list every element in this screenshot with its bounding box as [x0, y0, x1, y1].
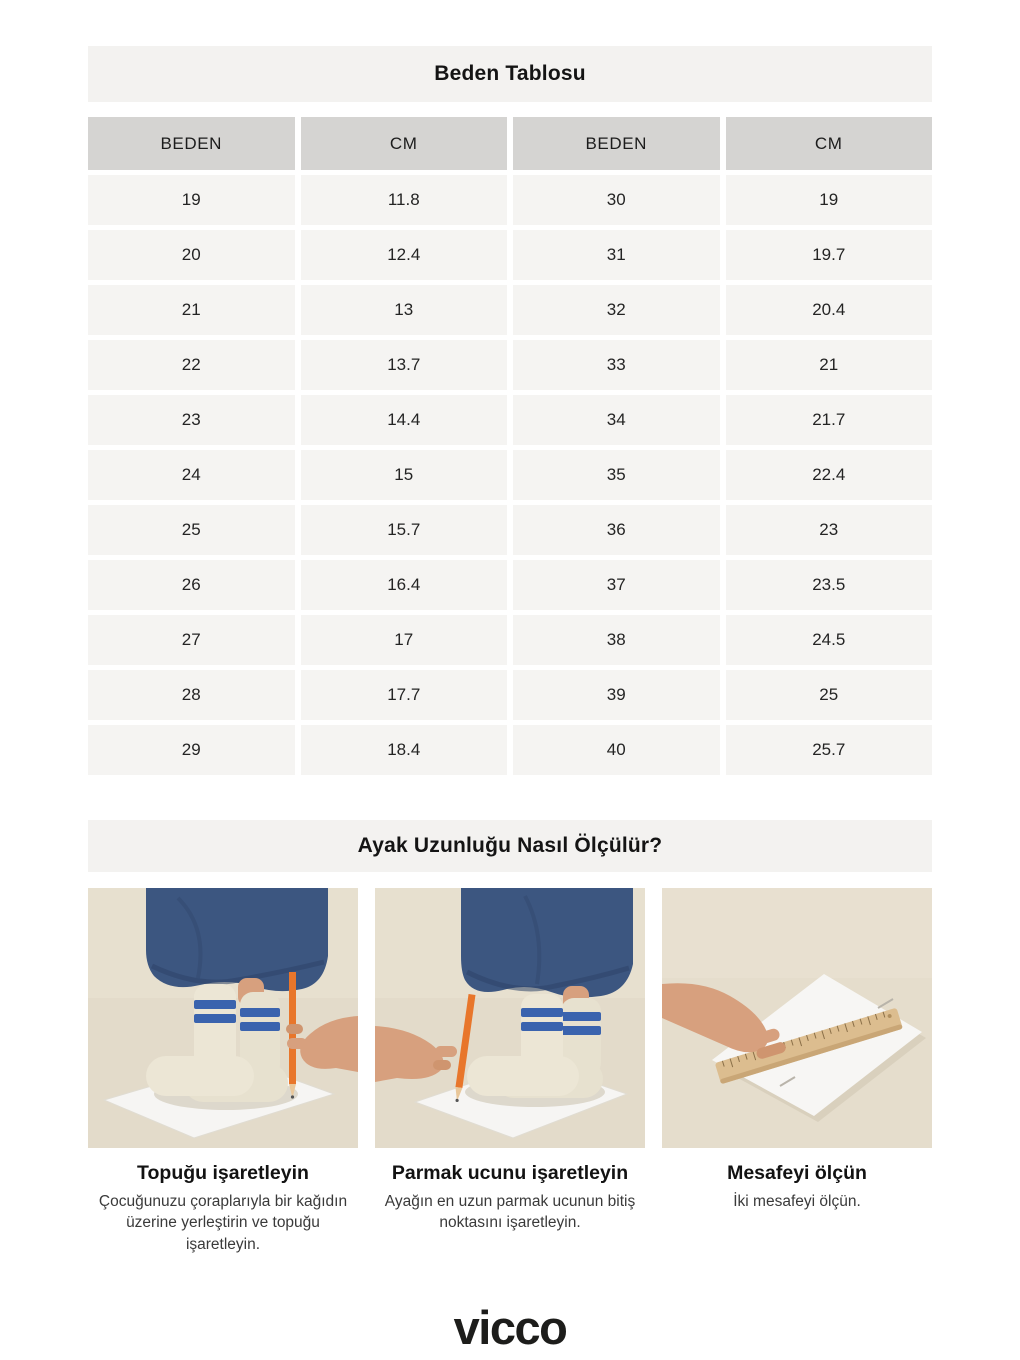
size-table-title-bar	[88, 46, 932, 102]
size-table-title: Beden Tablosu	[434, 62, 586, 85]
size-cell-r0-c0: 19	[88, 175, 295, 225]
size-cell-r7-c3: 23.5	[726, 560, 933, 610]
size-cell-r8-c1: 17	[301, 615, 508, 665]
size-cell-r5-c2: 35	[513, 450, 720, 500]
step-heading: Parmak ucunu işaretleyin	[391, 1162, 629, 1184]
size-cell-r4-c1: 14.4	[301, 395, 508, 445]
step-mark-toe	[375, 888, 645, 1234]
footer	[0, 1301, 1020, 1360]
size-cell-r9-c1: 17.7	[301, 670, 508, 720]
size-cell-r10-c1: 18.4	[301, 725, 508, 775]
size-cell-r8-c0: 27	[88, 615, 295, 665]
step-heading: Topuğu işaretleyin	[137, 1162, 309, 1184]
size-cell-r2-c2: 32	[513, 285, 720, 335]
size-cell-r0-c1: 11.8	[301, 175, 508, 225]
step-heading: Mesafeyi ölçün	[727, 1162, 867, 1184]
content-column	[88, 46, 932, 1255]
size-cell-r5-c1: 15	[301, 450, 508, 500]
mark-toe-photo	[375, 888, 645, 1148]
column-header-cm-2: CM	[726, 117, 933, 170]
size-cell-r1-c3: 19.7	[726, 230, 933, 280]
size-cell-r10-c0: 29	[88, 725, 295, 775]
measure-distance-photo	[662, 888, 932, 1148]
size-cell-r5-c3: 22.4	[726, 450, 933, 500]
column-header-cm-1: CM	[301, 117, 508, 170]
size-cell-r8-c2: 38	[513, 615, 720, 665]
size-cell-r7-c0: 26	[88, 560, 295, 610]
step-description: Çocuğunuzu çoraplarıyla bir kağıdın üzerine yerleştirin ve topuğu işaretleyin.	[98, 1193, 348, 1253]
size-cell-r10-c2: 40	[513, 725, 720, 775]
size-cell-r7-c2: 37	[513, 560, 720, 610]
size-cell-r8-c3: 24.5	[726, 615, 933, 665]
column-header-beden-1: BEDEN	[88, 117, 295, 170]
size-cell-r9-c3: 25	[726, 670, 933, 720]
measure-section-title: Ayak Uzunluğu Nasıl Ölçülür?	[357, 834, 663, 857]
pencil	[289, 972, 296, 1099]
size-cell-r4-c2: 34	[513, 395, 720, 445]
size-cell-r6-c3: 23	[726, 505, 933, 555]
size-cell-r3-c2: 33	[513, 340, 720, 390]
size-table	[88, 117, 932, 775]
size-cell-r2-c3: 20.4	[726, 285, 933, 335]
size-cell-r3-c0: 22	[88, 340, 295, 390]
size-cell-r0-c3: 19	[726, 175, 933, 225]
brand-logo: vicco	[453, 1301, 567, 1355]
size-cell-r6-c0: 25	[88, 505, 295, 555]
column-header-beden-2: BEDEN	[513, 117, 720, 170]
size-cell-r3-c1: 13.7	[301, 340, 508, 390]
size-cell-r9-c2: 39	[513, 670, 720, 720]
measure-section-title-bar	[88, 820, 932, 872]
size-cell-r1-c1: 12.4	[301, 230, 508, 280]
size-cell-r2-c1: 13	[301, 285, 508, 335]
size-cell-r6-c1: 15.7	[301, 505, 508, 555]
size-cell-r4-c3: 21.7	[726, 395, 933, 445]
step-description: Ayağın en uzun parmak ucunun bitiş noktasını işaretleyin.	[384, 1193, 636, 1232]
size-cell-r3-c3: 21	[726, 340, 933, 390]
size-cell-r1-c0: 20	[88, 230, 295, 280]
size-cell-r4-c0: 23	[88, 395, 295, 445]
size-cell-r1-c2: 31	[513, 230, 720, 280]
step-measure-distance	[662, 888, 932, 1212]
size-cell-r6-c2: 36	[513, 505, 720, 555]
mark-heel-photo	[88, 888, 358, 1148]
size-cell-r2-c0: 21	[88, 285, 295, 335]
size-cell-r0-c2: 30	[513, 175, 720, 225]
measure-steps	[88, 888, 932, 1255]
size-cell-r10-c3: 25.7	[726, 725, 933, 775]
step-mark-heel	[88, 888, 358, 1255]
step-description: İki mesafeyi ölçün.	[733, 1193, 861, 1210]
size-cell-r9-c0: 28	[88, 670, 295, 720]
size-cell-r7-c1: 16.4	[301, 560, 508, 610]
size-cell-r5-c0: 24	[88, 450, 295, 500]
